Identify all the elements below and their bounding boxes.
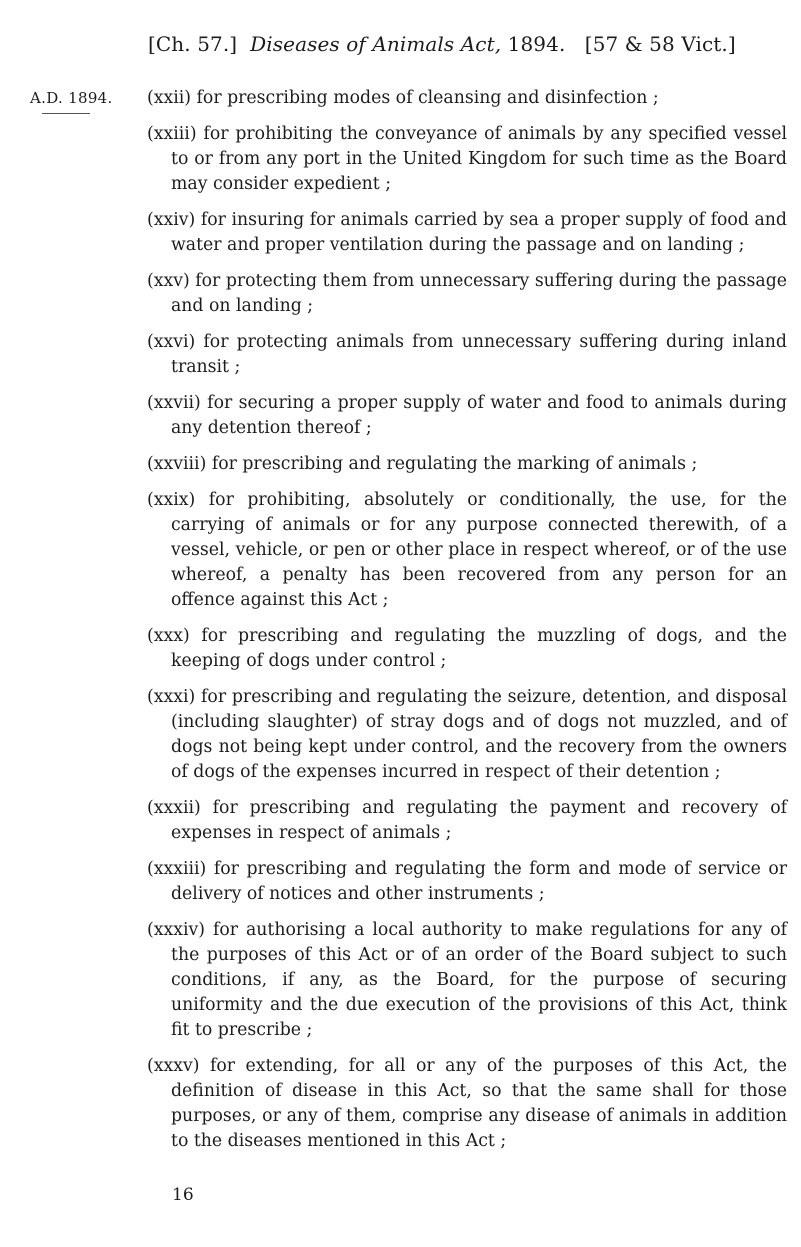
clause-list xyxy=(147,86,787,1165)
clause-xxxv: (xxxv) for extending, for all or any of the purposes of this Act, the definition of disease in this Act, so that the same shall for those purposes, or any of them, comprise any disease of animals in addition to the diseases mentioned in this Act ; xyxy=(147,1056,787,1151)
margin-note: A.D. 1894. xyxy=(30,89,113,107)
clause-xxix: (xxix) for prohibiting, absolutely or conditionally, the use, for the carrying of animals or for any purpose connected therewith, of a vessel, vehicle, or pen or other place in respect whereof, or of the use whereof, a penalty has been recovered from any person for an offence against this Act ; xyxy=(147,490,787,610)
regnal-year: [57 & 58 Vict.] xyxy=(584,32,736,56)
clause-xxvi: (xxvi) for protecting animals from unnecessary suffering during inland transit ; xyxy=(147,332,787,377)
margin-rule xyxy=(42,113,90,114)
chapter-reference: [Ch. 57.] xyxy=(148,32,238,56)
clause-xxii: (xxii) for prescribing modes of cleansing and disinfection ; xyxy=(147,88,659,108)
act-title: Diseases of Animals Act, xyxy=(250,32,502,56)
clause-xxxiv: (xxxiv) for authorising a local authority to make regulations for any of the purposes of this Act or of an order of the Board subject to such conditions, if any, as the Board, for the purpose of securing uniformity and the due execution of the provisions of this Act, think fit to prescribe ; xyxy=(147,920,787,1040)
running-head xyxy=(148,32,748,56)
clause-xxxiii: (xxxiii) for prescribing and regulating the form and mode of service or delivery of notices and other instruments ; xyxy=(147,859,787,904)
clause-xxv: (xxv) for protecting them from unnecessary suffering during the passage and on landing ; xyxy=(147,271,787,316)
act-year: 1894. xyxy=(507,32,566,56)
clause-xxxii: (xxxii) for prescribing and regulating the payment and recovery of expenses in respect of animals ; xyxy=(147,798,787,843)
clause-xxvii: (xxvii) for securing a proper supply of water and food to animals during any detention thereof ; xyxy=(147,393,787,438)
clause-xxiii: (xxiii) for prohibiting the conveyance of animals by any specified vessel to or from any port in the United Kingdom for such time as the Board may consider expedient ; xyxy=(147,124,787,194)
clause-xxxi: (xxxi) for prescribing and regulating the seizure, detention, and disposal (including slaughter) of stray dogs and of dogs not muzzled, and of dogs not being kept under control, and the recovery from the owners of dogs of the expenses incurred in respect of their detention ; xyxy=(147,687,787,782)
page-number: 16 xyxy=(172,1185,194,1205)
clause-xxiv: (xxiv) for insuring for animals carried by sea a proper supply of food and water and proper ventilation during the passage and on landing ; xyxy=(147,210,787,255)
clause-xxviii: (xxviii) for prescribing and regulating the marking of animals ; xyxy=(147,454,698,474)
clause-xxx: (xxx) for prescribing and regulating the muzzling of dogs, and the keeping of dogs under control ; xyxy=(147,626,787,671)
